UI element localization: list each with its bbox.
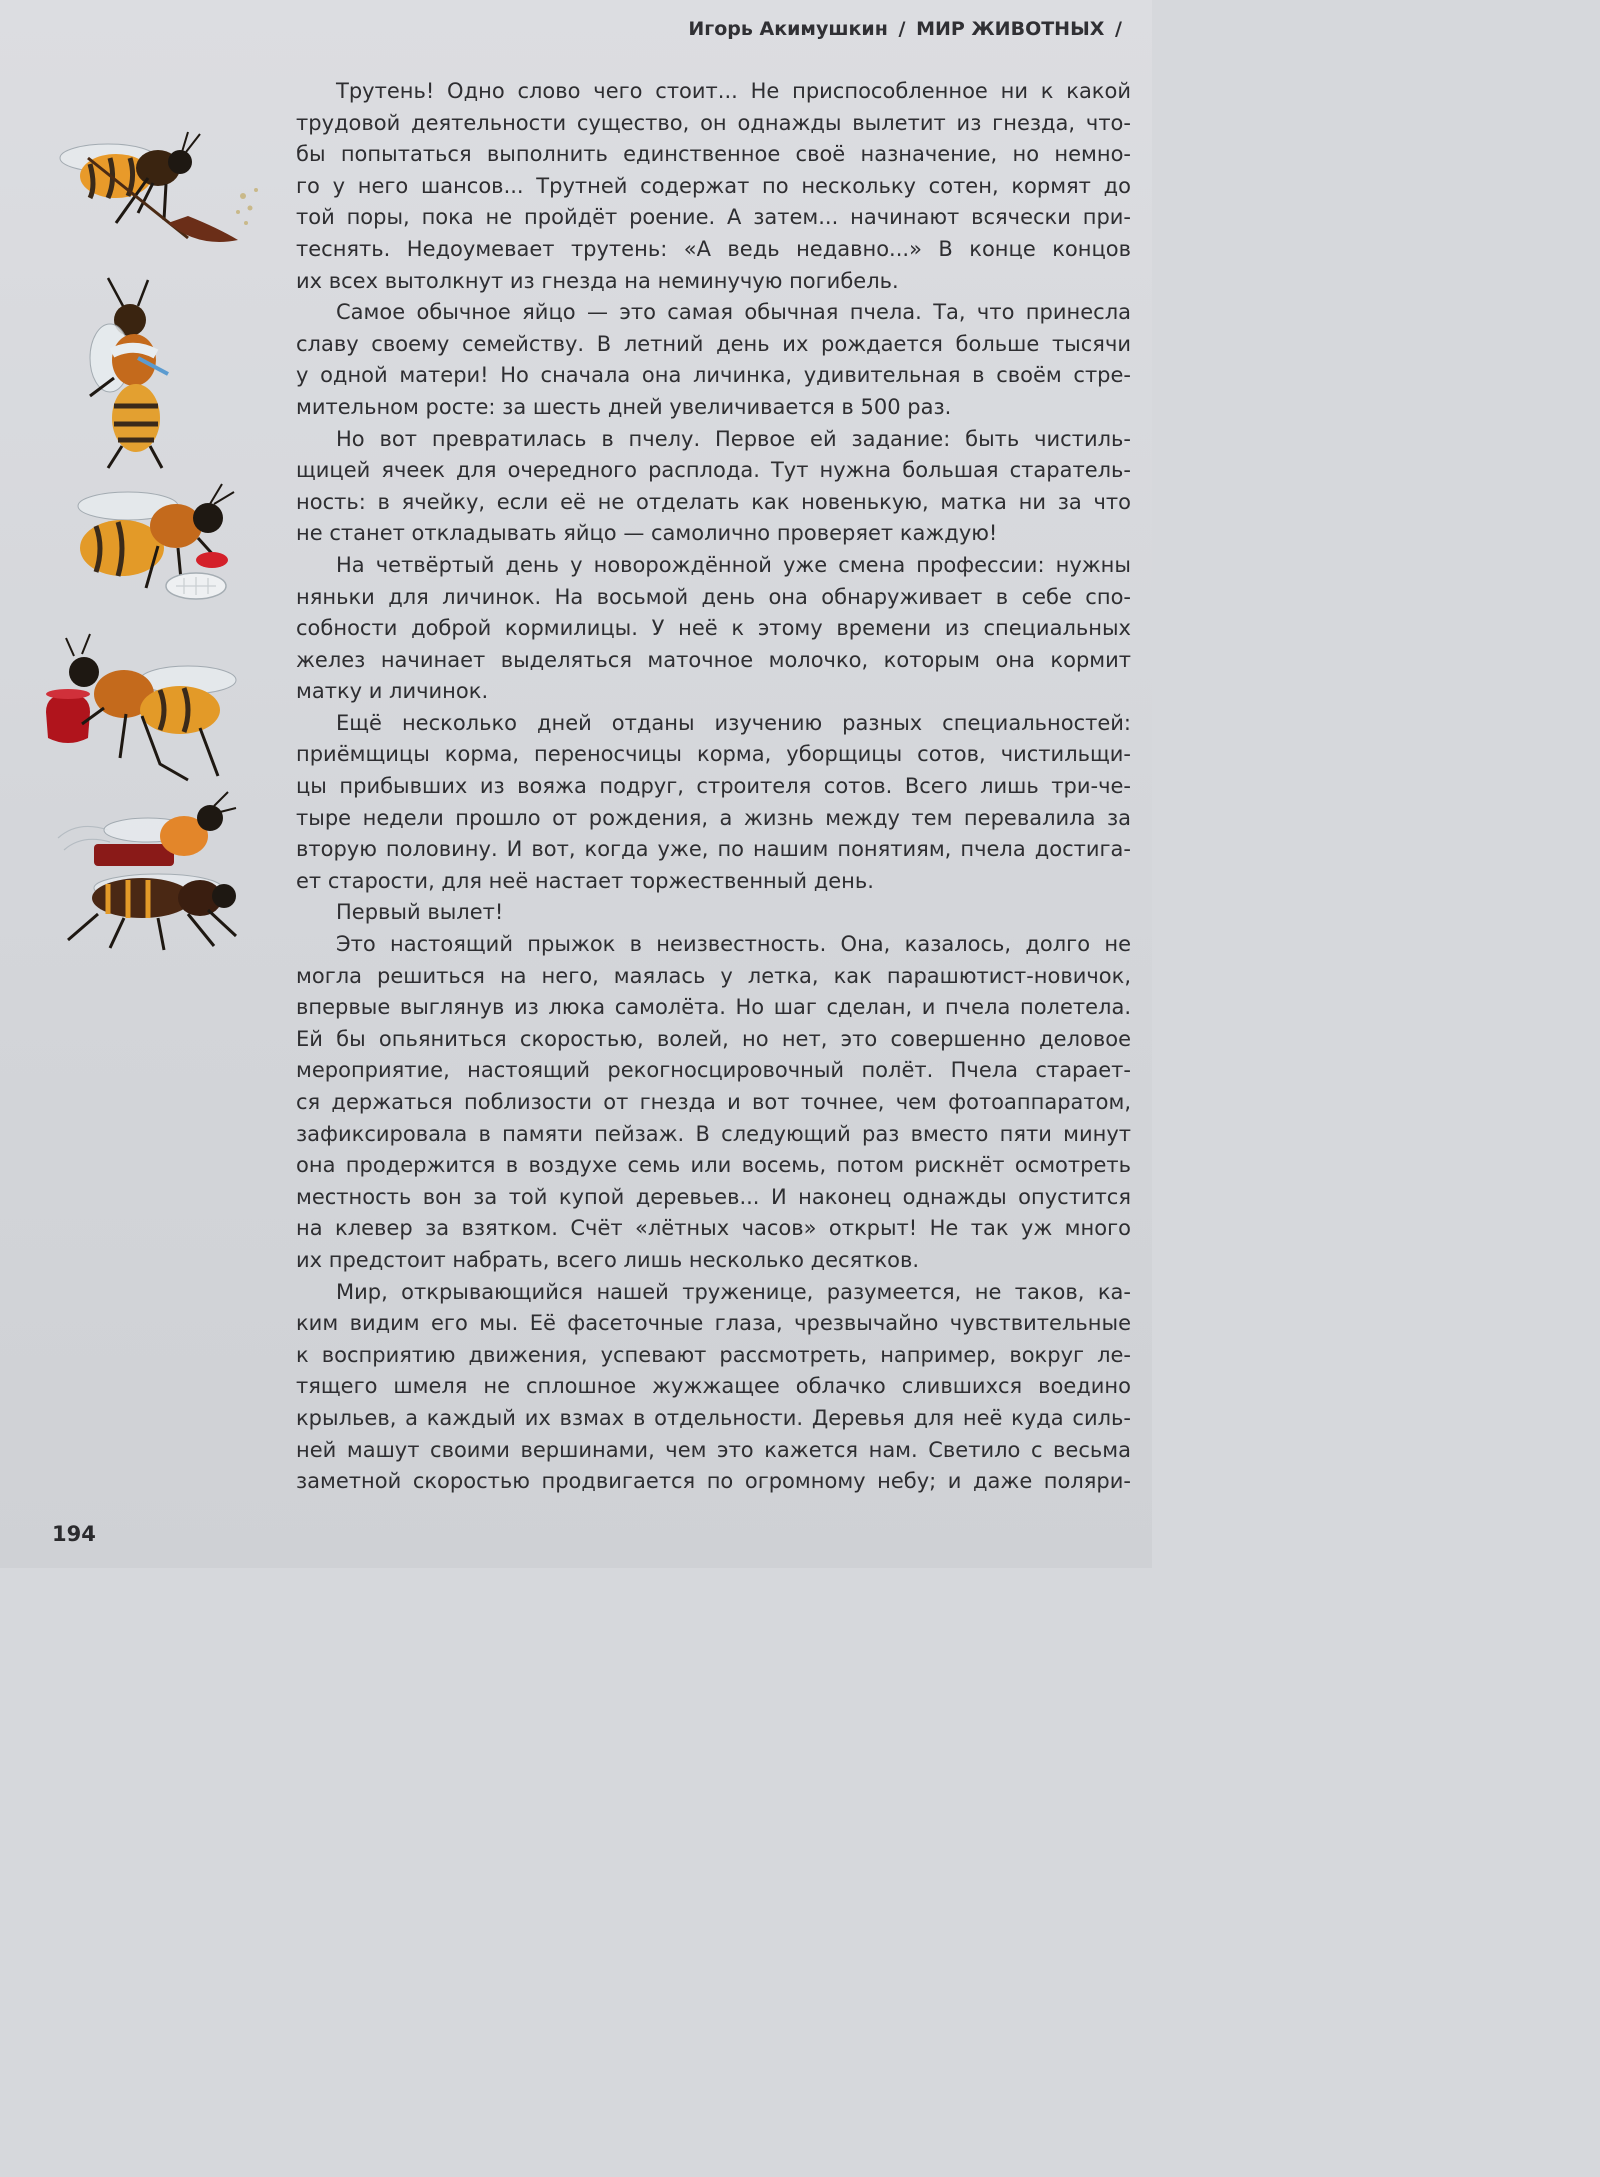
header-author: Игорь Акимушкин: [688, 18, 888, 40]
text-line: мительном росте: за шесть дней увеличивается в 500 раз.: [296, 394, 952, 419]
text-line: Самое обычное яйцо — это самая обычная пчела. Та, что принесла: [336, 300, 1131, 325]
text-line: го у него шансов... Трутней содержат по нескольку сотен, кормят до: [296, 173, 1131, 198]
header-book-title: МИР ЖИВОТНЫХ: [916, 18, 1105, 40]
running-head: [688, 18, 1126, 40]
bee-illustrations-svg: [38, 128, 278, 968]
text-line: их предстоит набрать, всего лишь несколько десятков.: [296, 1247, 920, 1272]
text-line: Мир, открывающийся нашей труженице, разумеется, не таков, ка-: [336, 1279, 1131, 1304]
paragraph: [296, 424, 1131, 550]
text-line: Ещё несколько дней отданы изучению разных специальностей:: [336, 710, 1131, 735]
text-line: славу своему семейству. В летний день их рождается больше тысячи: [296, 331, 1131, 356]
text-line: трудовой деятельности существо, он однажды вылетит из гнезда, что-: [296, 110, 1131, 135]
text-line: заметной скоростью продвигается по огромному небу; и даже поляри-: [296, 1469, 1131, 1494]
text-line: Первый вылет!: [336, 900, 504, 925]
text-line: Ей бы опьяниться скоростью, волей, но нет, это совершенно деловое: [296, 1026, 1131, 1051]
text-line: не станет откладывать яйцо — самолично проверяет каждую!: [296, 521, 998, 546]
body-text-column: [296, 76, 1131, 1498]
header-separator: /: [898, 18, 906, 40]
header-trailing-slash: /: [1115, 18, 1122, 40]
text-line: тящего шмеля не сплошное жужжащее облачко слившихся воедино: [296, 1374, 1131, 1399]
text-line: приёмщицы корма, переносчицы корма, уборщицы сотов, чистильщи-: [296, 742, 1131, 767]
text-line: На четвёртый день у новорождённой уже смена профессии: нужны: [336, 552, 1131, 577]
text-line: бы попытаться выполнить единственное своё назначение, но немно-: [296, 142, 1131, 167]
paragraph: [296, 708, 1131, 898]
text-line: у одной матери! Но сначала она личинка, удивительная в своём стре-: [296, 363, 1131, 388]
page-number: 194: [52, 1522, 96, 1546]
paragraph: [296, 897, 1131, 929]
text-line: ким видим его мы. Её фасеточные глаза, чрезвычайно чувствительные: [296, 1311, 1131, 1336]
text-line: к восприятию движения, успевают рассмотреть, например, вокруг ле-: [296, 1342, 1131, 1367]
text-line: той поры, пока не пройдёт роение. А затем... начинают всячески при-: [296, 205, 1131, 230]
paragraph: [296, 929, 1131, 1277]
bee-pair-illustration: [58, 792, 236, 950]
text-line: Это настоящий прыжок в неизвестность. Она, казалось, долго не: [336, 932, 1131, 957]
bee-illustrations-column: [38, 128, 278, 968]
text-line: няньки для личинок. На восьмой день она обнаруживает в себе спо-: [296, 584, 1131, 609]
text-line: щицей ячеек для очередного расплода. Тут нужна большая старатель-: [296, 458, 1131, 483]
text-line: ет старости, для неё настает торжественный день.: [296, 868, 874, 893]
text-line: цы прибывших из вояжа подруг, строителя сотов. Всего лишь три-че-: [296, 774, 1131, 799]
text-line: тыре недели прошло от рождения, а жизнь между тем перевалила за: [296, 805, 1131, 830]
bee-with-cloth-illustration: [90, 278, 168, 468]
text-line: местность вон за той купой деревьев... И наконец однажды опустится: [296, 1184, 1131, 1209]
text-line: Трутень! Одно слово чего стоит... Не приспособленное ни к какой: [336, 79, 1131, 103]
text-line: зафиксировала в памяти пейзаж. В следующий раз вместо пяти минут: [296, 1121, 1131, 1146]
text-line: вторую половину. И вот, когда уже, по нашим понятиям, пчела достига-: [296, 837, 1131, 862]
paragraph: [296, 550, 1131, 708]
text-line: крыльев, а каждый их взмах в отдельности. Деревья для неё куда силь-: [296, 1405, 1131, 1430]
text-line: на клевер за взятком. Счёт «лётных часов» открыт! Не так уж много: [296, 1216, 1131, 1241]
text-line: могла решиться на него, маялась у летка, как парашютист-новичок,: [296, 963, 1131, 988]
text-line: собности доброй кормилицы. У неё к этому времени из специальных: [296, 616, 1131, 641]
text-line: ся держаться поблизости от гнезда и вот точнее, чем фотоаппаратом,: [296, 1090, 1131, 1114]
text-line: их всех вытолкнут из гнезда на неминучую погибель.: [296, 268, 899, 293]
text-line: желез начинает выделяться маточное молочко, которым она кормит: [296, 647, 1131, 672]
text-line: матку и личинок.: [296, 679, 489, 704]
text-line: ность: в ячейку, если её не отделать как новенькую, матка ни за что: [296, 489, 1131, 514]
text-line: мероприятие, настоящий рекогносцировочный полёт. Пчела старает-: [296, 1058, 1131, 1083]
text-line: она продержится в воздухе семь или восемь, потом рискнёт осмотреть: [296, 1153, 1131, 1178]
bee-sweeping-illustration: [60, 132, 258, 242]
text-line: ней машут своими вершинами, чем это кажется нам. Светило с весьма: [296, 1437, 1131, 1462]
text-line: Но вот превратилась в пчелу. Первое ей задание: быть чистиль-: [336, 426, 1131, 451]
paragraph: [296, 1277, 1131, 1498]
text-line: теснять. Недоумевает трутень: «А ведь недавно...» В конце концов: [296, 236, 1131, 261]
paragraph: [296, 297, 1131, 423]
paragraph: [296, 76, 1131, 297]
bee-with-pot-illustration: [46, 634, 236, 780]
text-line: впервые выглянув из люка самолёта. Но шаг сделан, и пчела полетела.: [296, 995, 1131, 1020]
bee-with-larva-illustration: [78, 484, 234, 599]
